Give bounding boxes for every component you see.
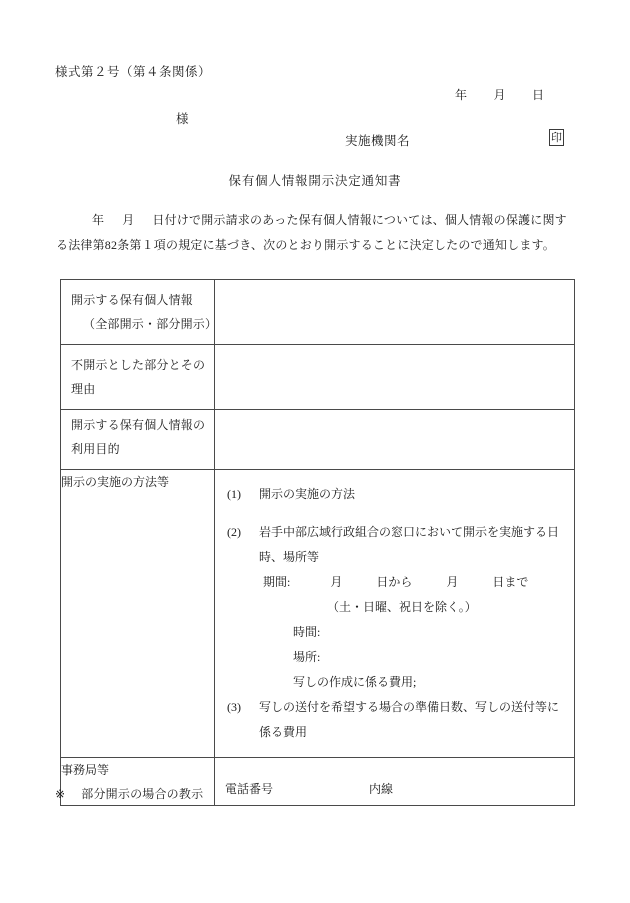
- method-item-3-marker: (3): [227, 700, 241, 714]
- period-note: （土・日曜、祝日を除く。）: [327, 600, 477, 614]
- method-spacer: [227, 507, 562, 520]
- row-value-nondisclosed-reason[interactable]: [215, 345, 575, 410]
- table-row: [61, 410, 575, 470]
- method-item-1-marker: (1): [227, 487, 241, 501]
- issue-date-day: 日: [532, 88, 545, 102]
- place-label: 場所:: [293, 650, 321, 664]
- method-item-3: [227, 695, 562, 745]
- addressee-honorific: 様: [176, 112, 189, 126]
- table-row: [61, 345, 575, 410]
- footnote: [55, 785, 203, 802]
- period-line: [227, 570, 562, 595]
- method-item-1-text: 開示の実施の方法: [259, 487, 356, 501]
- page-title: 保有個人情報開示決定通知書: [228, 174, 402, 188]
- period-day-to: 日まで: [492, 575, 529, 589]
- time-label: 時間:: [293, 625, 321, 639]
- row-label-nondisclosed-reason: [61, 345, 215, 410]
- row-label-main: 不開示とした部分とその: [71, 358, 206, 372]
- period-label: 期間:: [263, 575, 291, 589]
- decision-table: [60, 279, 575, 806]
- row-label-main: 事務局等: [61, 763, 110, 777]
- period-day-from: 日から: [376, 575, 413, 589]
- issue-date-line: [455, 86, 545, 103]
- issue-date-year: 年: [455, 88, 468, 102]
- body-paragraph: [56, 208, 576, 258]
- row-label-main: 開示する保有個人情報: [71, 293, 194, 307]
- row-label-purpose-of-use: [61, 410, 215, 470]
- method-item-3-line2: 係る費用: [259, 725, 308, 739]
- method-item-2: [227, 520, 562, 570]
- disclosure-method-content: [215, 470, 574, 757]
- row-label-sub: 利用目的: [71, 442, 120, 456]
- row-label-disclosure-method: [61, 470, 215, 758]
- method-item-2-line2: 時、場所等: [259, 550, 320, 564]
- body-line2: る法律第82条第１項の規定に基づき、次のとおり開示することに決定したので通知します。: [56, 238, 555, 252]
- office-contact-line: [225, 777, 393, 801]
- form-code: 様式第２号（第４条関係）: [55, 65, 212, 79]
- period-month-to: 月: [446, 575, 459, 589]
- row-label-sub: （全部開示・部分開示）: [83, 317, 218, 331]
- issue-date-month: 月: [493, 88, 507, 102]
- method-item-2-line1: 岩手中部広域行政組合の窓口において開示を実施する日: [259, 525, 560, 539]
- body-line1-rest: 日付けで開示請求のあった保有個人情報については、個人情報の保護に関す: [152, 213, 567, 227]
- period-month-from: 月: [330, 575, 343, 589]
- copy-fee-label: 写しの作成に係る費用;: [293, 675, 417, 689]
- seal-box: 印: [549, 129, 564, 146]
- row-value-purpose-of-use[interactable]: [215, 410, 575, 470]
- agency-name-label: 実施機関名: [345, 134, 411, 148]
- row-label-disclosed-info: [61, 280, 218, 345]
- row-label-sub: 理由: [71, 382, 96, 396]
- row-label-main: 開示の実施の方法等: [61, 475, 170, 489]
- row-value-office[interactable]: [215, 758, 575, 806]
- row-label-main: 開示する保有個人情報の: [71, 418, 206, 432]
- method-item-1: [227, 482, 562, 507]
- table-row: [61, 470, 575, 758]
- footnote-text: 部分開示の場合の教示: [81, 787, 204, 801]
- method-item-2-marker: (2): [227, 525, 241, 539]
- extension-label: 内線: [369, 782, 394, 796]
- row-value-disclosure-method[interactable]: [215, 470, 575, 758]
- method-item-3-line1: 写しの送付を希望する場合の準備日数、写しの送付等に: [259, 700, 560, 714]
- body-date-year: 年: [92, 213, 105, 227]
- phone-label: 電話番号: [225, 782, 274, 796]
- table-row: [61, 280, 575, 345]
- body-date-month: 月: [122, 213, 135, 227]
- footnote-mark: ※: [55, 787, 66, 801]
- row-value-disclosed-info[interactable]: [215, 280, 575, 345]
